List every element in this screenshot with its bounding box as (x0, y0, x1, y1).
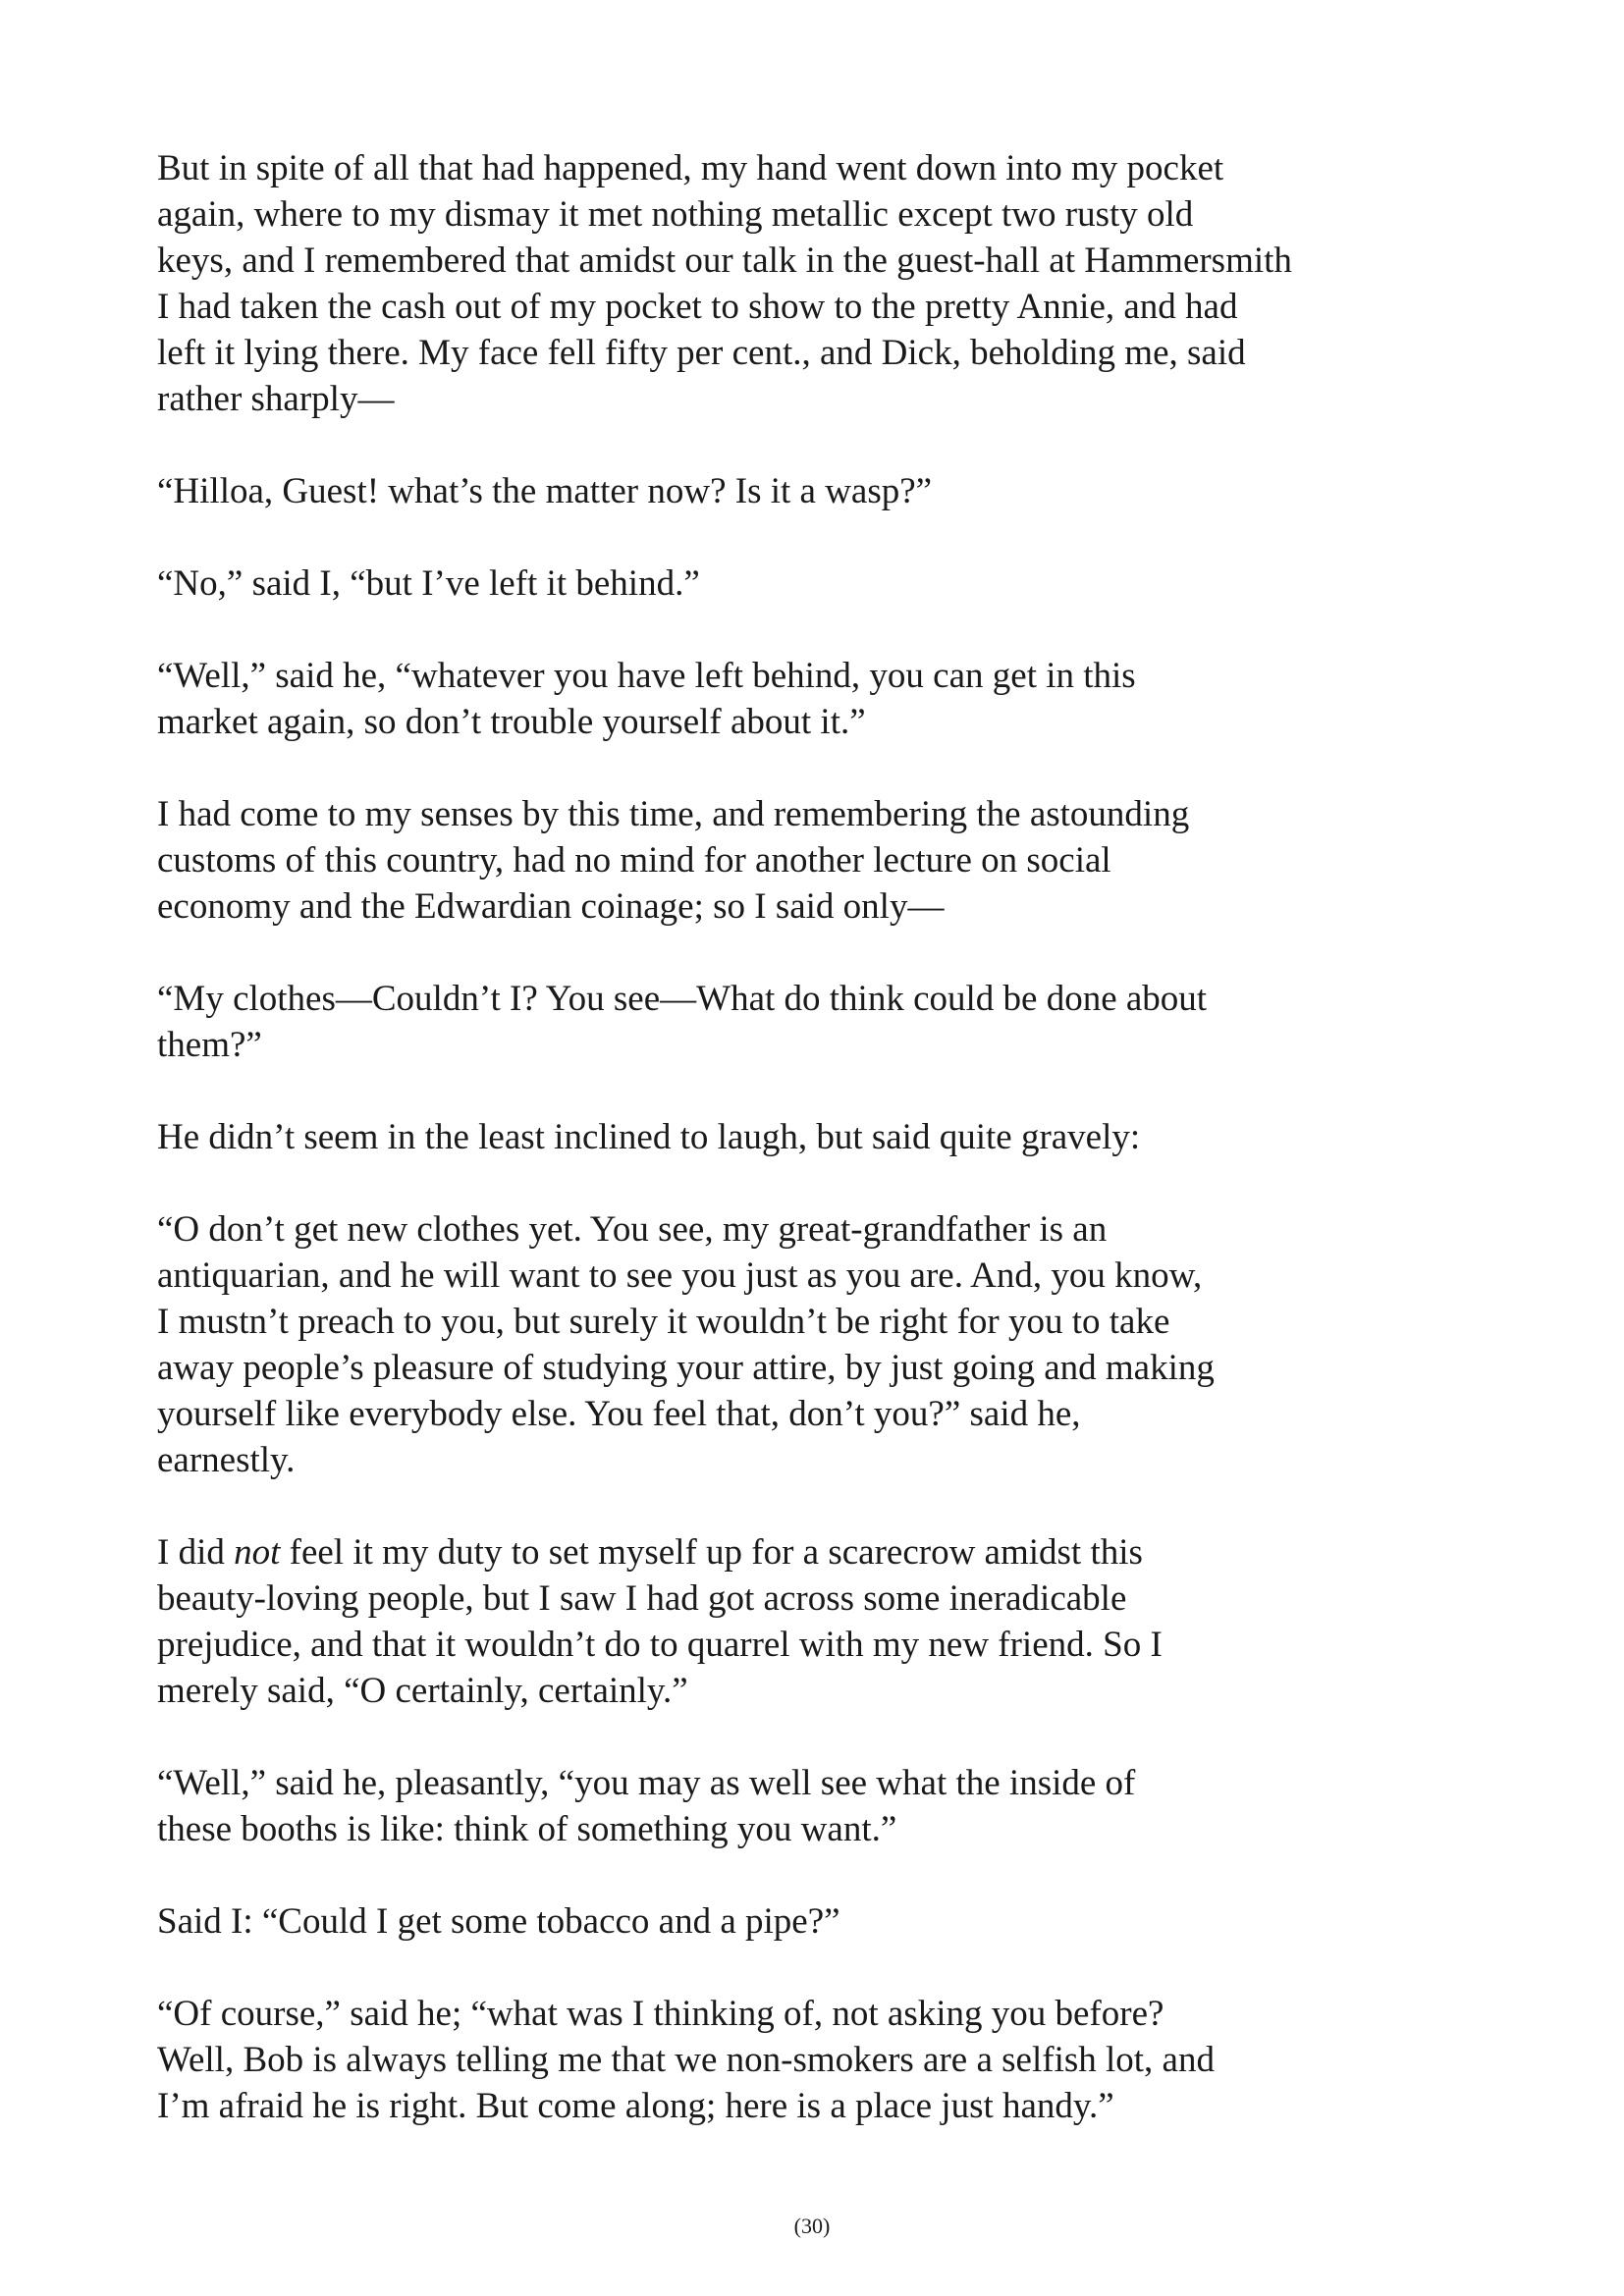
paragraph-12: “Of course,” said he; “what was I thinking of, not asking you before? Well, Bob is always telling me that we non-smokers are a selfish lot, and I’m afraid he is right. But come along; here is a place just handy.” (157, 1994, 1215, 2126)
body-text (157, 145, 1424, 2175)
paragraph-9 (157, 1529, 1424, 1714)
paragraph-1: But in spite of all that had happened, my hand went down into my pocket again, where to my dismay it met nothing metallic except two rusty old keys, and I remembered that amidst our talk in the guest-hall at Hammersmith I had taken the cash out of my pocket to show to the pretty Annie, and had left it lying there. My face fell fifty per cent., and Dick, beholding me, said rather sharply— (157, 148, 1292, 419)
paragraph-2: “Hilloa, Guest! what’s the matter now? Is it a wasp?” (157, 471, 933, 511)
paragraph-5: I had come to my senses by this time, and remembering the astounding customs of this country, had no mind for another lecture on social economy and the Edwardian coinage; so I said only— (157, 794, 1190, 927)
paragraph-3: “No,” said I, “but I’ve left it behind.” (157, 563, 700, 604)
page-number: (30) (793, 2214, 831, 2238)
paragraph-8: “O don’t get new clothes yet. You see, my great-grandfather is an antiquarian, and he will want to see you just as you are. And, you know, I mustn’t preach to you, but surely it wouldn’t be right for you to take away people’s pleasure of studying your attire, by just going and making yourself like everybody else. You feel that, don’t you?” said he, earnestly. (157, 1209, 1215, 1480)
paragraph-7: He didn’t seem in the least inclined to laugh, but said quite gravely: (157, 1117, 1141, 1157)
paragraph-10: “Well,” said he, pleasantly, “you may as well see what the inside of these booths is like: think of something you want.” (157, 1763, 1136, 1849)
paragraph-4: “Well,” said he, “whatever you have left behind, you can get in this market again, so don’t trouble yourself about it.” (157, 656, 1136, 742)
paragraph-9-before: I did (157, 1532, 235, 1573)
paragraph-11: Said I: “Could I get some tobacco and a pipe?” (157, 1901, 840, 1942)
paragraph-9-after: feel it my duty to set myself up for a scarecrow amidst this beauty-loving people, but I saw I had got across some ineradicable prejudice, and that it wouldn’t do to quarrel with my new friend. So I merely said, “O certainly, certainly.” (157, 1532, 1163, 1711)
paragraph-9-emphasis: not (234, 1532, 281, 1573)
paragraph-6: “My clothes—Couldn’t I? You see—What do think could be done about them?” (157, 979, 1208, 1065)
